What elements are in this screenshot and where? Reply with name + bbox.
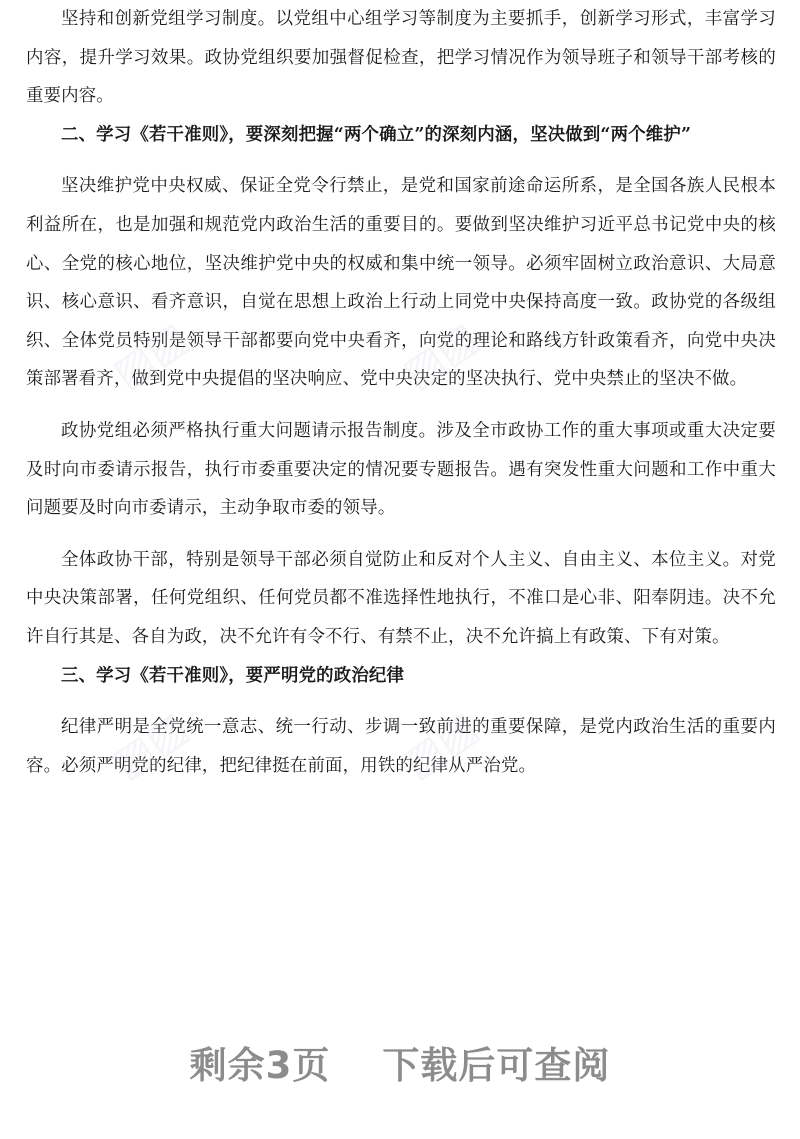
document-body xyxy=(26,0,776,785)
remaining-pages-label: 剩余3页 xyxy=(189,1044,331,1087)
watermark-mark: ▨▨ xyxy=(393,311,487,398)
download-prompt[interactable] xyxy=(0,1035,800,1089)
watermark-mark: ▨▨ xyxy=(393,701,487,788)
download-to-view-label: 下载后可查阅 xyxy=(382,1044,611,1087)
paragraph-study-system: 坚持和创新党组学习制度。以党组中心组学习等制度为主要抓手，创新学习形式，丰富学习内容，提升学习效果。政协党组织要加强督促检查，把学习情况作为领导班子和领导干部考核的重要内容。 xyxy=(26,9,776,107)
section-heading-three: 三、学习《若干准则》，要严明党的政治纪律 xyxy=(61,665,405,686)
section-heading-two: 二、学习《若干准则》，要深刻把握“两个确立”的深刻内涵，坚决做到“两个维护” xyxy=(61,124,692,145)
watermark-mark: ▨▨ xyxy=(103,701,197,788)
paragraph-two-safeguards: 坚决维护党中央权威、保证全党令行禁止，是党和国家前途命运所系，是全国各族人民根本利益所在，也是加强和规范党内政治生活的重要目的。要做到坚决维护习近平总书记党中央的核心、全党的核心地位，坚决维护党中央的权威和集中统一领导。必须牢固树立政治意识、大局意识、核心意识、看齐意识，自觉在思想上政治上行动上同党中央保持高度一致。政协党的各级组织、全体党员特别是领导干部都要向党中央看齐，向党的理论和路线方针政策看齐，向党中央决策部署看齐，做到党中央提倡的坚决响应、党中央决定的坚决执行、党中央禁止的坚决不做。 xyxy=(26,176,776,390)
paragraph-oppose-individualism: 全体政协干部，特别是领导干部必须自觉防止和反对个人主义、自由主义、本位主义。对党中央决策部署，任何党组织、任何党员都不准选择性地执行，不准口是心非、阳奉阴违。决不允许自行其是、各自为政，决不允许有令不行、有禁不止，决不允许搞上有政策、下有对策。 xyxy=(26,549,776,647)
paragraph-discipline: 纪律严明是全党统一意志、统一行动、步调一致前进的重要保障，是党内政治生活的重要内容。必须严明党的纪律，把纪律挺在前面，用铁的纪律从严治党。 xyxy=(26,717,776,776)
watermark-mark: ▨▨ xyxy=(103,311,197,398)
paragraph-report-system: 政协党组必须严格执行重大问题请示报告制度。涉及全市政协工作的重大事项或重大决定要及时向市委请示报告，执行市委重要决定的情况要专题报告。遇有突发性重大问题和工作中重大问题要及时向市委请示，主动争取市委的领导。 xyxy=(26,420,776,519)
